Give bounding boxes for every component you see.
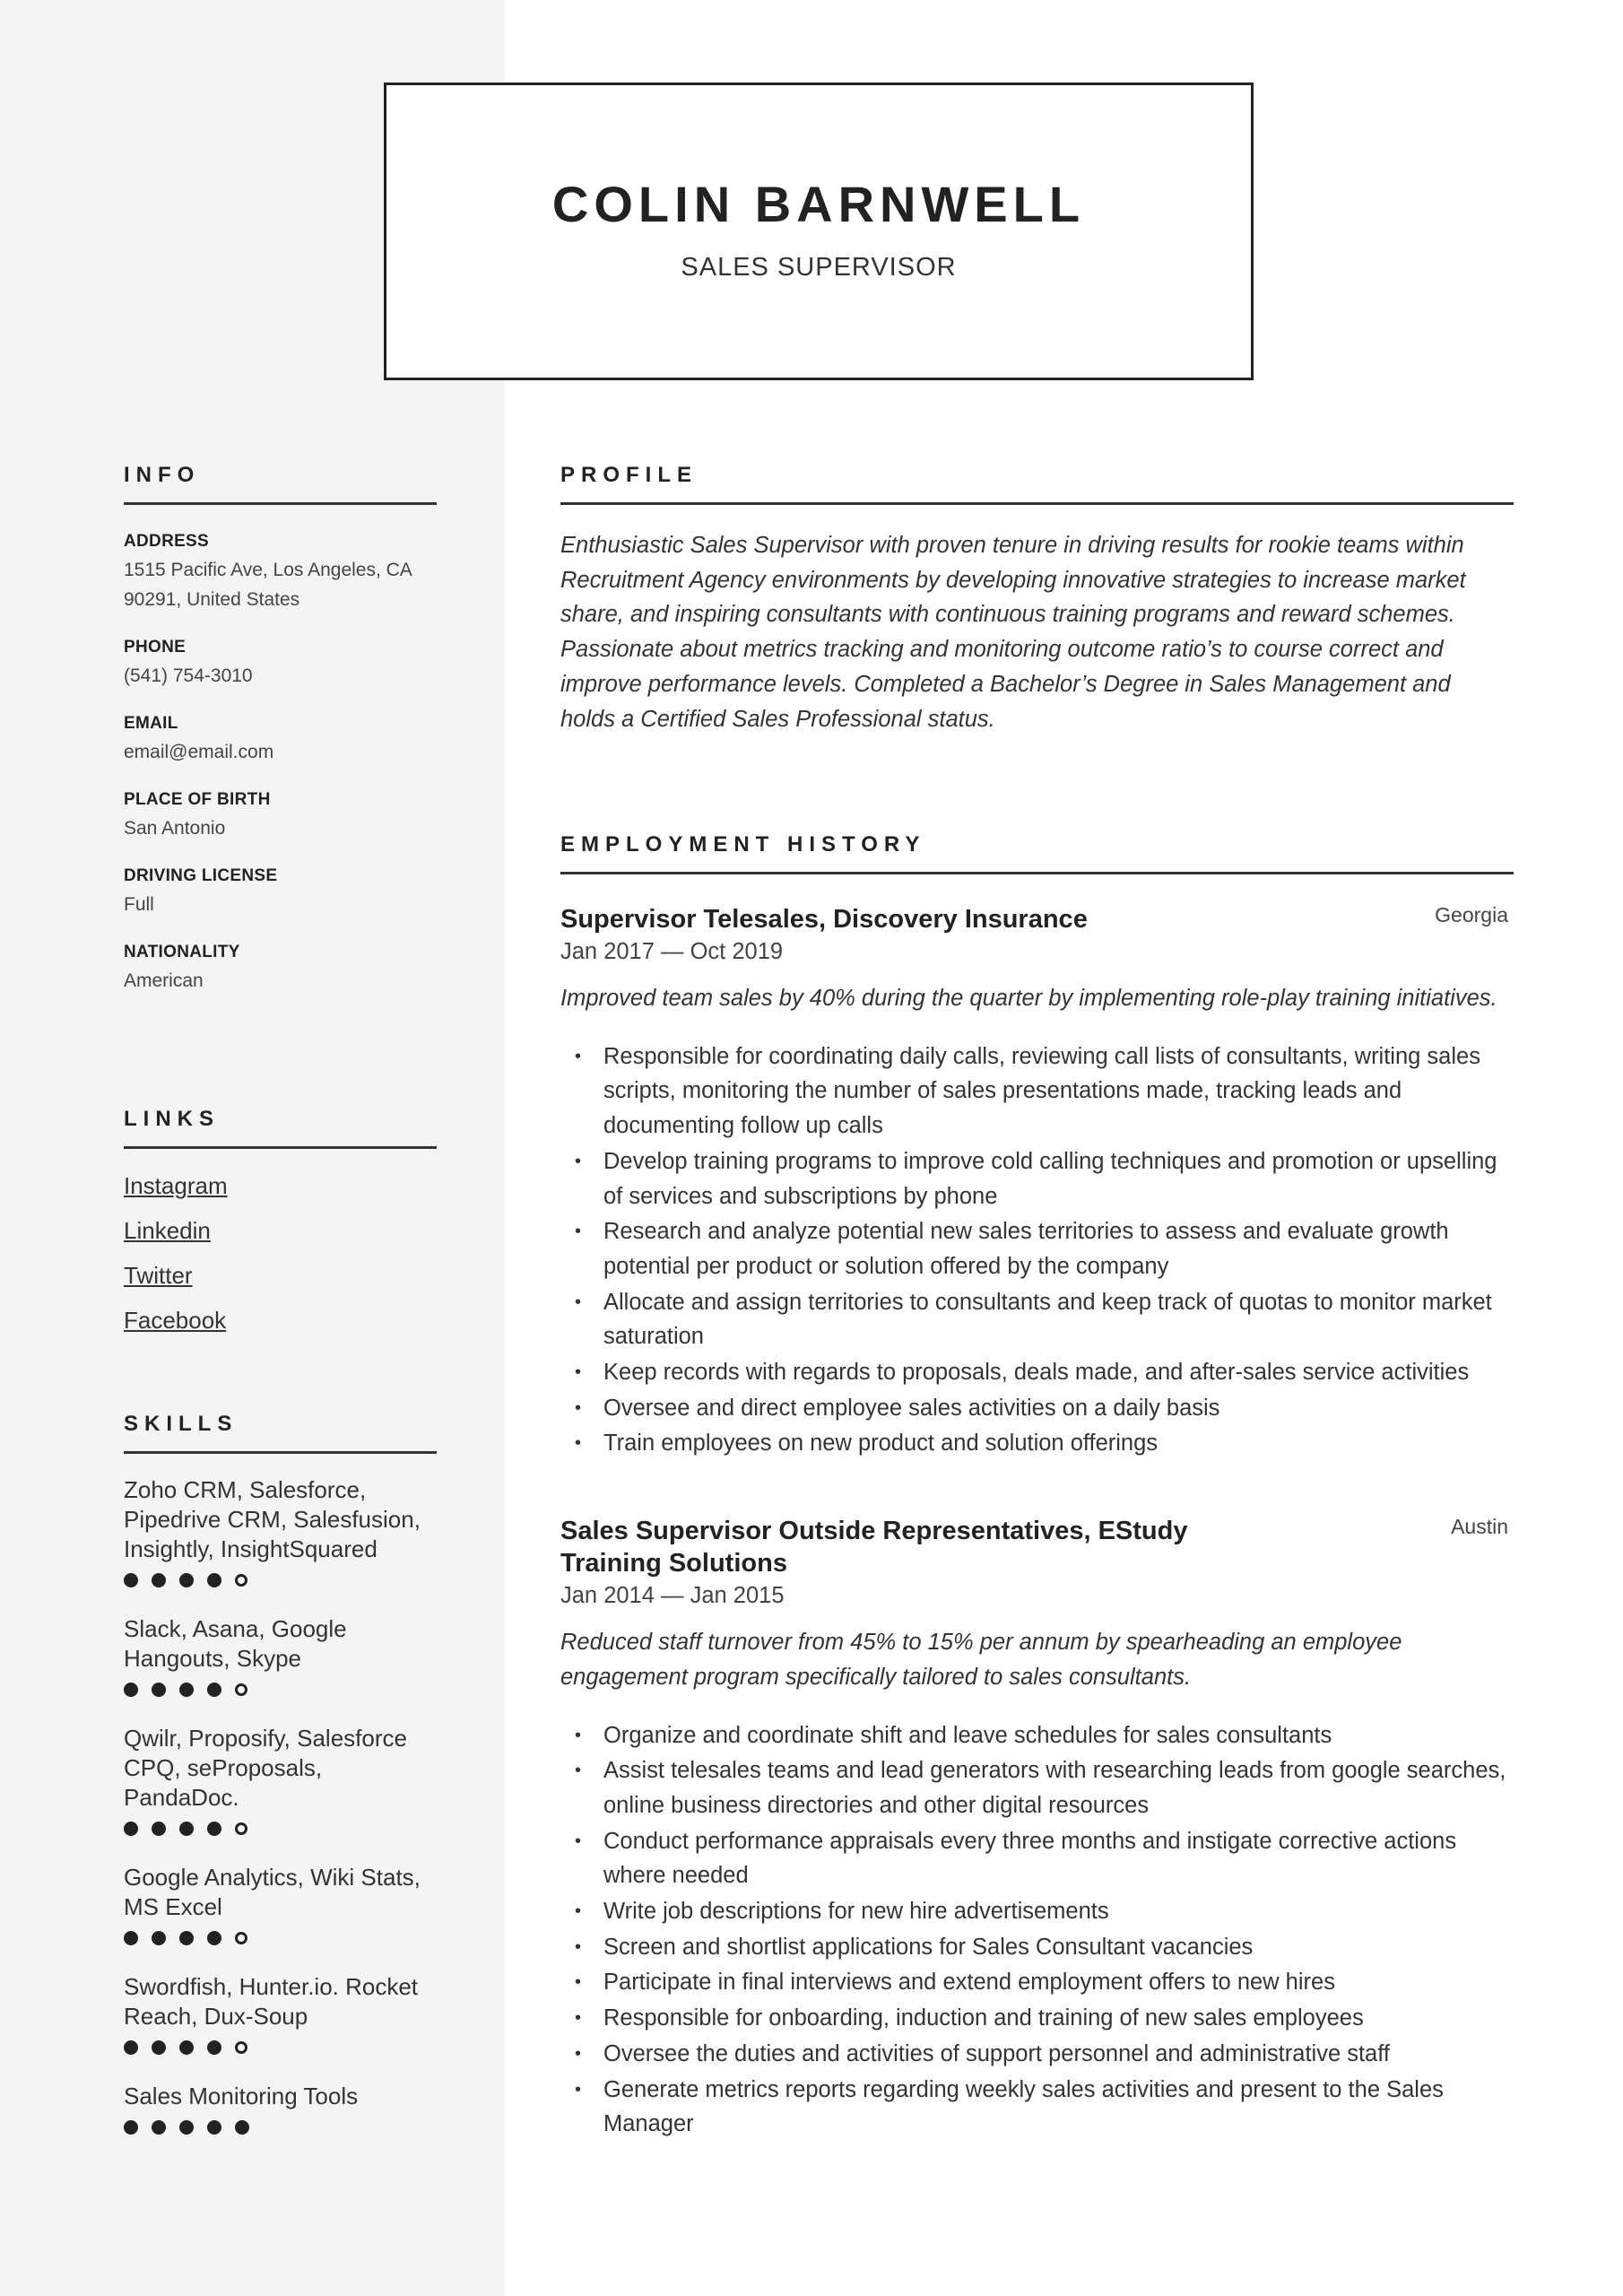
links-section [124,1107,437,1352]
job-bullet: • Allocate and assign territories to consultants and keep track of quotas to monitor market saturation [560,1285,1514,1354]
filled-dot-icon [179,1683,194,1697]
skill-level-dots [124,1683,437,1697]
filled-dot-icon [152,1683,166,1697]
skill-level-dots [124,1931,437,1945]
skill-item [124,1724,437,1836]
info-label: PHONE [124,638,187,657]
skills-heading: SKILLS [124,1412,437,1454]
info-item [124,943,437,996]
info-item [124,638,437,691]
filled-dot-icon [207,2040,221,2055]
skill-item [124,1863,437,1945]
info-heading: INFO [124,463,437,505]
job-location: Austin [1451,1515,1508,1539]
job-bullet: • Research and analyze potential new sales territories to assess and evaluate growth potential per product or solution offered by the company [560,1214,1514,1283]
info-item [124,790,437,843]
profile-heading: PROFILE [560,463,1514,505]
job-bullet: • Participate in final interviews and extend employment offers to new hires [560,1965,1514,2000]
skill-name: Zoho CRM, Salesforce, Pipedrive CRM, Salesfusion, Insightly, InsightSquared [124,1476,421,1562]
employment-section [560,832,1514,2196]
info-label: PLACE OF BIRTH [124,790,271,809]
empty-dot-icon [235,1683,247,1696]
info-value: email@email.com [124,742,274,762]
skill-name: Qwilr, Proposify, Salesforce CPQ, seProposals, PandaDoc. [124,1725,407,1811]
skill-level-dots [124,2120,437,2135]
filled-dot-icon [152,2040,166,2055]
info-value: San Antonio [124,818,226,839]
filled-dot-icon [124,1573,138,1587]
info-value: 1515 Pacific Ave, Los Angeles, CA 90291, United States [124,560,412,610]
job-bullet: • Develop training programs to improve cold calling techniques and promotion or upselling of services and subscriptions by phone [560,1144,1514,1213]
empty-dot-icon [235,1822,247,1835]
info-section [124,463,437,1019]
info-value: Full [124,894,154,915]
filled-dot-icon [207,1573,221,1587]
filled-dot-icon [152,1822,166,1836]
job-bullet: • Oversee and direct employee sales activities on a daily basis [560,1391,1514,1426]
job-entry [560,1515,1514,2142]
job-title: Sales Supervisor Outside Representatives, EStudy Training Solutions [560,1517,1188,1578]
employment-heading: EMPLOYMENT HISTORY [560,832,1514,874]
job-bullet: • Oversee the duties and activities of support personnel and administrative staff [560,2037,1514,2072]
job-bullet: • Assist telesales teams and lead generators with researching leads from google searches, online business directories and other digital resources [560,1753,1514,1822]
skill-level-dots [124,1822,437,1836]
job-bullet: • Keep records with regards to proposals, deals made, and after-sales service activities [560,1355,1514,1390]
filled-dot-icon [124,2040,138,2055]
job-bullets [560,1039,1514,1461]
info-item [124,532,437,614]
job-bullet: • Screen and shortlist applications for Sales Consultant vacancies [560,1930,1514,1965]
skill-item [124,1475,437,1587]
empty-dot-icon [235,1574,247,1587]
filled-dot-icon [179,1822,194,1836]
skill-name: Sales Monitoring Tools [124,2083,359,2109]
resume-header [384,83,1254,380]
link-twitter[interactable]: Twitter [124,1262,193,1289]
job-summary: Reduced staff turnover from 45% to 15% per annum by spearheading an employee engagement program specifically tailored to sales consultants. [560,1630,1402,1690]
link-instagram[interactable]: Instagram [124,1172,228,1199]
skill-level-dots [124,1573,437,1587]
candidate-name: COLIN BARNWELL [551,176,1086,232]
filled-dot-icon [124,1683,138,1697]
skills-section [124,1412,437,2161]
job-title: Supervisor Telesales, Discovery Insurance [560,905,1088,934]
candidate-title: SALES SUPERVISOR [681,253,957,282]
job-bullet: • Train employees on new product and solution offerings [560,1426,1514,1461]
link-facebook[interactable]: Facebook [124,1307,227,1334]
empty-dot-icon [235,1932,247,1944]
skill-item [124,1972,437,2055]
filled-dot-icon [207,1683,221,1697]
job-bullet: • Responsible for onboarding, induction and training of new sales employees [560,2001,1514,2036]
filled-dot-icon [179,1573,194,1587]
filled-dot-icon [152,1573,166,1587]
link-linkedin[interactable]: Linkedin [124,1217,211,1244]
info-label: NATIONALITY [124,943,240,961]
skill-name: Google Analytics, Wiki Stats, MS Excel [124,1864,421,1920]
filled-dot-icon [207,1822,221,1836]
filled-dot-icon [207,1931,221,1945]
skill-item [124,2082,437,2135]
job-bullet: • Responsible for coordinating daily calls, reviewing call lists of consultants, writing sales scripts, monitoring the number of sales presentations made, tracking leads and documenting follow up calls [560,1039,1514,1144]
info-label: EMAIL [124,714,178,733]
filled-dot-icon [152,1931,166,1945]
info-label: ADDRESS [124,532,210,551]
info-value: American [124,970,204,991]
filled-dot-icon [179,1931,194,1945]
profile-section [560,463,1514,736]
filled-dot-icon [124,1931,138,1945]
filled-dot-icon [152,2120,166,2135]
job-dates: Jan 2017 — Oct 2019 [560,939,784,964]
filled-dot-icon [207,2120,221,2135]
job-bullet: • Write job descriptions for new hire advertisements [560,1894,1514,1929]
skill-name: Swordfish, Hunter.io. Rocket Reach, Dux-Soup [124,1973,419,2030]
job-bullet: • Generate metrics reports regarding weekly sales activities and present to the Sales Manager [560,2073,1514,2142]
job-bullet: • Organize and coordinate shift and leave schedules for sales consultants [560,1718,1514,1753]
skill-level-dots [124,2040,437,2055]
filled-dot-icon [124,1822,138,1836]
filled-dot-icon [179,2040,194,2055]
empty-dot-icon [235,2041,247,2054]
info-value: (541) 754-3010 [124,665,253,686]
filled-dot-icon [124,2120,138,2135]
job-dates: Jan 2014 — Jan 2015 [560,1583,785,1609]
filled-dot-icon [179,2120,194,2135]
job-bullet: • Conduct performance appraisals every three months and instigate corrective actions where needed [560,1824,1514,1893]
links-heading: LINKS [124,1107,437,1149]
filled-dot-icon [235,2120,249,2135]
skill-item [124,1614,437,1697]
profile-text: Enthusiastic Sales Supervisor with proven tenure in driving results for rookie teams within Recruitment Agency environments by developing innovative strategies to increase market share, and inspiring consultants with continuous training programs and reward schemes. Passionate about metrics tracking and monitoring outcome ratio’s to course correct and improve performance levels. Completed a Bachelor’s Degree in Sales Management and holds a Certified Sales Professional status. [560,533,1466,732]
info-item [124,866,437,919]
info-item [124,714,437,767]
skill-name: Slack, Asana, Google Hangouts, Skype [124,1615,347,1672]
info-label: DRIVING LICENSE [124,866,278,885]
job-entry [560,903,1514,1461]
job-bullets [560,1718,1514,2142]
job-summary: Improved team sales by 40% during the quarter by implementing role-play training initiatives. [560,986,1497,1011]
job-location: Georgia [1435,903,1508,926]
